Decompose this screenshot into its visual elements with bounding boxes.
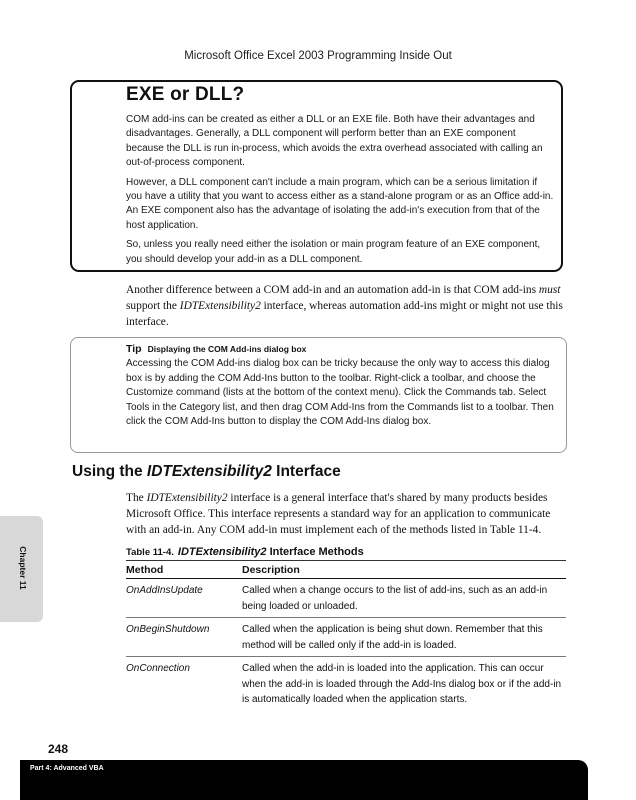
text-run: Another difference between a COM add-in and an automation add-in is that COM add-ins: [126, 284, 539, 296]
page-number: 248: [48, 742, 69, 756]
table-header-row: [126, 561, 566, 579]
body-paragraph: [126, 282, 568, 330]
sidebar-body: [126, 113, 556, 272]
table-title-rest: Interface Methods: [266, 546, 364, 558]
description-cell: Called when a change occurs to the list of add-ins, such as an add-in being loaded or unloaded.: [242, 579, 566, 618]
sidebar-paragraph: COM add-ins can be created as either a DLL or an EXE file. Both have their advantages and disadvantages. Generally, a DLL component will perform better than an EXE component because the DLL is run in-process, which avoids the extra overhead associated with calling an out-of-process component.: [126, 114, 543, 169]
chapter-tab-label: Chapter 11: [18, 546, 28, 590]
body-paragraph: [126, 490, 568, 538]
heading-run: Interface: [271, 463, 341, 480]
column-header-description: Description: [242, 561, 566, 579]
table-number: Table 11-4.: [126, 547, 174, 558]
method-cell: OnBeginShutdown: [126, 618, 242, 657]
text-run: The: [126, 492, 147, 504]
methods-table: [126, 560, 566, 711]
running-head: Microsoft Office Excel 2003 Programming Inside Out: [184, 50, 452, 62]
table-row: [126, 657, 566, 711]
text-run: interface is a general interface that's shared by many products besides Microsoft Office. This interface represents a standard way for an application to communicate with an add-in. Any COM add-in must implement each of the methods listed in Table 11-4.: [126, 492, 551, 536]
text-emphasis: must: [538, 284, 561, 296]
section-heading: [72, 463, 341, 481]
sidebar-paragraph: So, unless you really need either the isolation or main program feature of an EXE component, you should develop your add-in as a DLL component.: [126, 239, 541, 265]
tip-title: Displaying the COM Add-ins dialog box: [147, 344, 307, 354]
heading-run: Using the: [72, 463, 147, 480]
heading-emphasis: IDTExtensibility2: [146, 463, 272, 480]
table-title-emphasis: IDTExtensibility2: [177, 546, 267, 558]
tip-body: Accessing the COM Add-ins dialog box can be tricky because the only way to access this dialog box is by adding the COM Add-Ins button to the toolbar. Right-click a toolbar, and choose the Customize command (lists at the bottom of the context menu). Click the Commands tab. Select Tools in the Category list, and then drag COM Add-Ins from the Commands list to a toolbar. Then click the COM Add-Ins button to display the COM Add-Ins dialog box.: [126, 358, 554, 428]
sidebar-title: EXE or DLL?: [126, 84, 245, 105]
footer-part-label: Part 4: Advanced VBA: [30, 765, 104, 772]
method-cell: OnConnection: [126, 663, 190, 674]
tip-label: Tip: [126, 343, 142, 355]
description-cell: Called when the application is being shut down. Remember that this method will be called only if the add-in is loaded.: [242, 618, 566, 657]
table-row: [126, 618, 566, 657]
text-run: interface, whereas automation add-ins might or might not use this interface.: [126, 300, 563, 328]
method-cell: OnAddInsUpdate: [126, 579, 242, 618]
footer-bar: [20, 760, 588, 800]
table-row: [126, 579, 566, 618]
tip-heading: [126, 343, 306, 355]
table-title: [178, 546, 364, 558]
table-caption: [126, 542, 364, 560]
text-emphasis: IDTExtensibility2: [146, 492, 228, 504]
column-header-method: Method: [126, 561, 242, 579]
description-cell: Called when the add-in is loaded into the application. This can occur when the add-in is loaded through the Add-Ins dialog box or if the add-in is automatically loaded when the application starts.: [242, 663, 562, 705]
sidebar-paragraph: However, a DLL component can't include a main program, which can be a serious limitation if you have a utility that you want to access either as a stand-alone program or as an Office add-in. An EXE component also has the advantage of isolating the add-in's execution from that of the host application.: [126, 176, 554, 231]
text-run: support the: [126, 300, 180, 312]
text-emphasis: IDTExtensibility2: [179, 300, 261, 312]
